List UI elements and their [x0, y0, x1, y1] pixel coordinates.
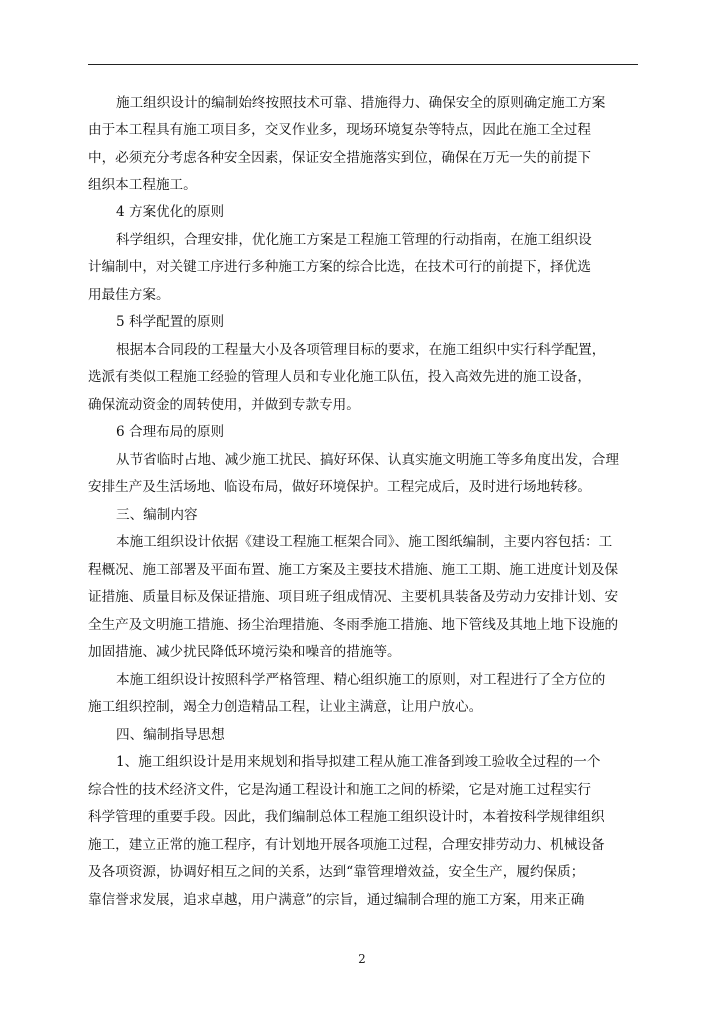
paragraph-line: 1、施工组织设计是用来规划和指导拟建工程从施工准备到竣工验收全过程的一个	[116, 754, 601, 770]
paragraph-line: 科学组织，合理安排，优化施工方案是工程施工管理的行动指南，在施工组织设	[116, 232, 592, 248]
paragraph-line: 施工组织控制，竭全力创造精品工程，让业主满意，让用户放心。	[88, 699, 483, 715]
paragraph-line: 证措施、质量目标及保证措施、项目班子组成情况、主要机具装备及劳动力安排计划、安	[88, 589, 619, 605]
page-number: 2	[358, 952, 366, 966]
paragraph-line: 组织本工程施工。	[88, 177, 197, 193]
paragraph-line: 用最佳方案。	[88, 287, 170, 303]
paragraph-line: 计编制中，对关键工序进行多种施工方案的综合比选，在技术可行的前提下，择优选	[88, 259, 591, 275]
paragraph-line: 科学管理的重要手段。因此，我们编制总体工程施工组织设计时，本着按科学规律组织	[88, 809, 605, 825]
paragraph-line: 安排生产及生活场地、临设布局，做好环境保护。工程完成后，及时进行场地转移。	[88, 479, 591, 495]
paragraph-line: 加固措施、减少扰民降低环境污染和噪音的措施等。	[88, 644, 401, 660]
paragraph-line: 综合性的技术经济文件，它是沟通工程设计和施工之间的桥梁，它是对施工过程实行	[88, 782, 591, 798]
paragraph-line: 从节省临时占地、减少施工扰民、搞好环保、认真实施文明施工等多角度出发，合理	[116, 452, 619, 468]
header-rule	[88, 64, 638, 65]
paragraph-line: 选派有类似工程施工经验的管理人员和专业化施工队伍，投入高效先进的施工设备，	[88, 369, 591, 385]
section-heading: 6 合理布局的原则	[116, 424, 225, 440]
paragraph-line: 全生产及文明施工措施、扬尘治理措施、冬雨季施工措施、地下管线及其地上地下设施的	[88, 617, 619, 633]
paragraph-line: 施工，建立正常的施工程序，有计划地开展各项施工过程，合理安排劳动力、机械设备	[88, 837, 605, 853]
section-heading: 4 方案优化的原则	[116, 204, 225, 220]
section-heading: 5 科学配置的原则	[116, 314, 225, 330]
paragraph-line: 本施工组织设计按照科学严格管理、精心组织施工的原则，对工程进行了全方位的	[116, 672, 606, 688]
paragraph-line: 本施工组织设计依据《建设工程施工框架合同》、施工图纸编制，主要内容包括：工	[116, 534, 613, 550]
section-heading: 三、编制内容	[116, 507, 198, 523]
paragraph-line: 根据本合同段的工程量大小及各项管理目标的要求，在施工组织中实行科学配置，	[116, 342, 606, 358]
paragraph-line: 施工组织设计的编制始终按照技术可靠、措施得力、确保安全的原则确定施工方案	[116, 95, 606, 111]
paragraph-line: 中，必须充分考虑各种安全因素，保证安全措施落实到位，确保在万无一失的前提下	[88, 150, 591, 166]
paragraph-line: 确保流动资金的周转使用，并做到专款专用。	[88, 397, 360, 413]
paragraph-line: 由于本工程具有施工项目多，交叉作业多，现场环境复杂等特点，因此在施工全过程	[88, 122, 591, 138]
paragraph-line: 程概况、施工部署及平面布置、施工方案及主要技术措施、施工工期、施工进度计划及保	[88, 562, 619, 578]
section-heading: 四、编制指导思想	[116, 727, 225, 743]
paragraph-line: 靠信誉求发展，追求卓越，用户满意”的宗旨，通过编制合理的施工方案，用来正确	[88, 892, 585, 908]
paragraph-line: 及各项资源，协调好相互之间的关系，达到“靠管理增效益，安全生产，履约保质；	[88, 864, 585, 880]
